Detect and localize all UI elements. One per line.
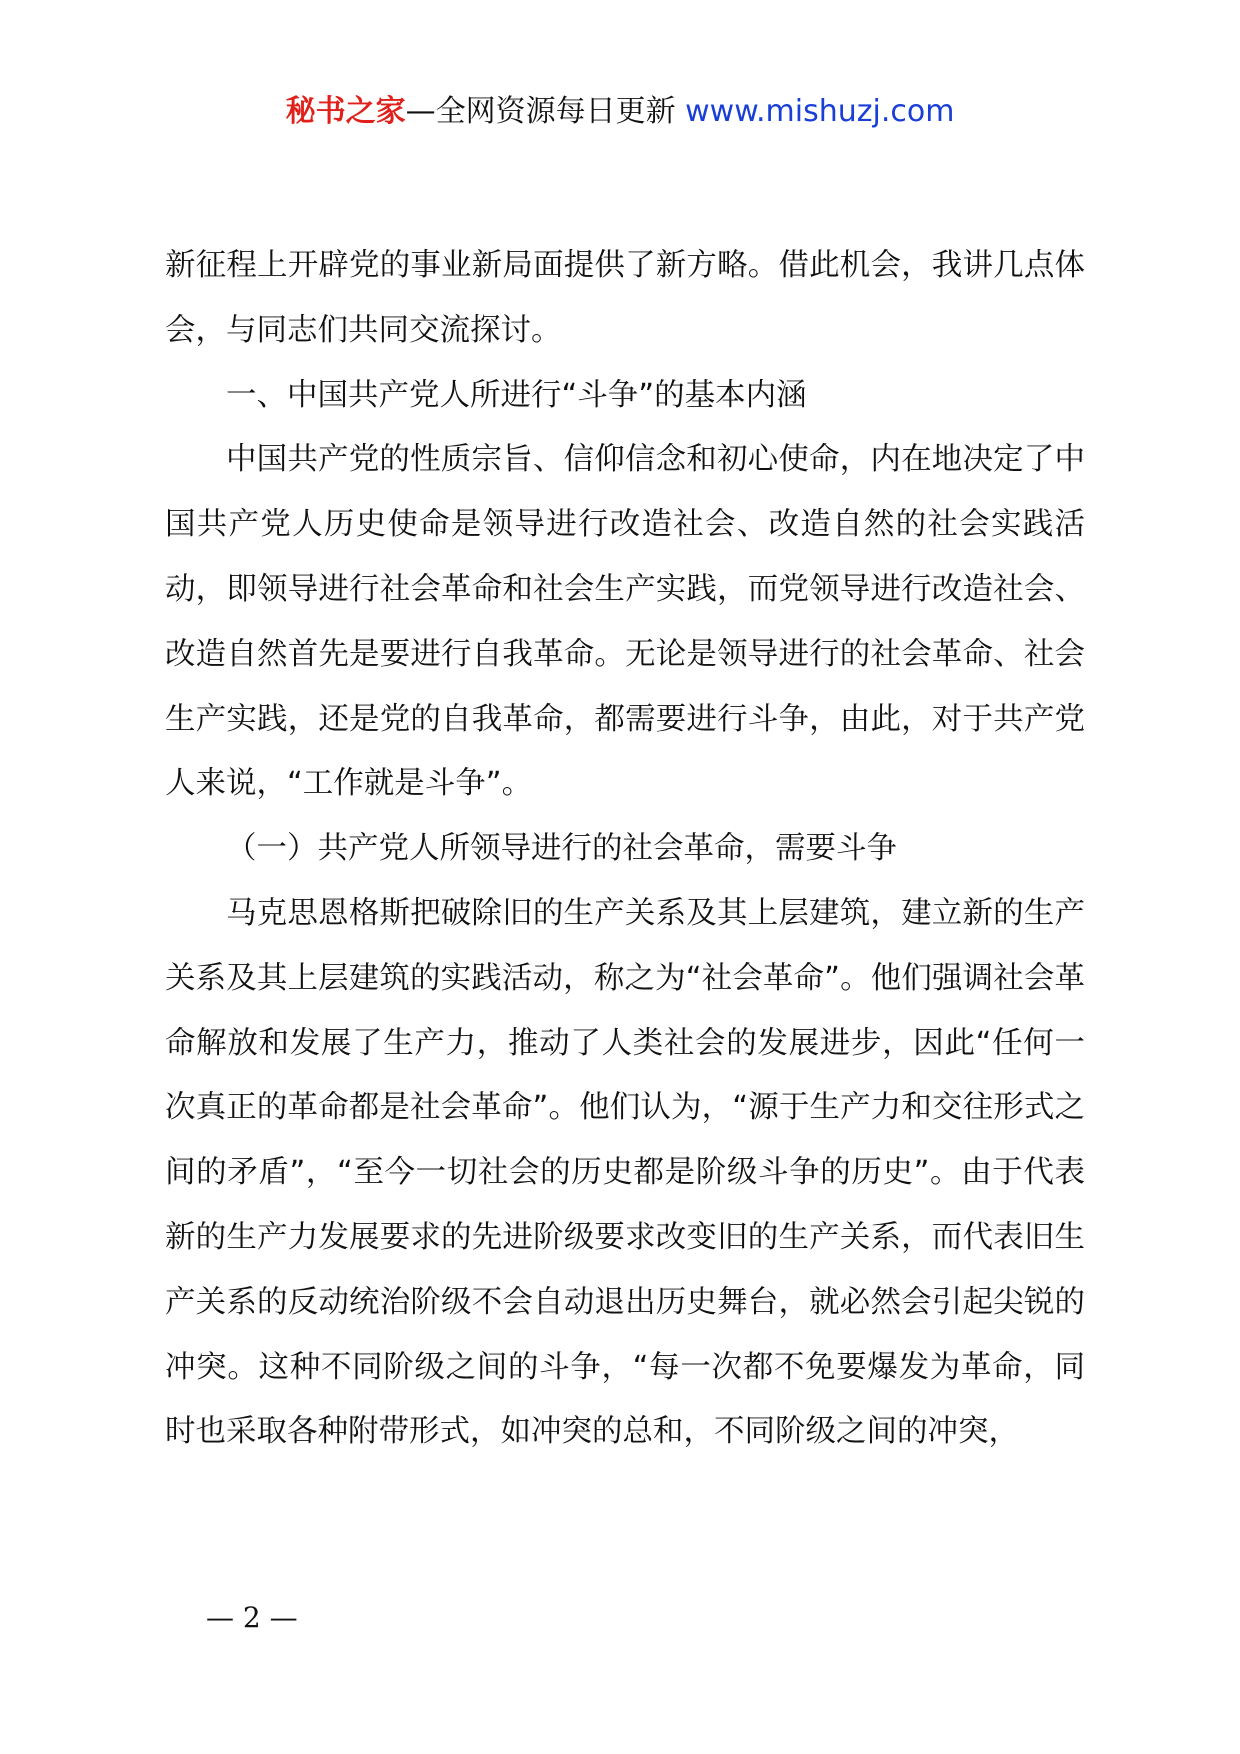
brand-name: 秘书之家: [285, 94, 406, 129]
paragraph: 马克思恩格斯把破除旧的生产关系及其上层建筑，建立新的生产关系及其上层建筑的实践活动，称之为“社会革命”。他们强调社会革命解放和发展了生产力，推动了人类社会的发展进步，因此“任何一次真正的革命都是社会革命”。他们认为，“源于生产力和交往形式之间的矛盾”，“至今一切社会的历史都是阶级斗争的历史”。由于代表新的生产力发展要求的先进阶级要求改变旧的生产关系，而代表旧生产关系的反动统治阶级不会自动退出历史舞台，就必然会引起尖锐的冲突。这种不同阶级之间的斗争，“每一次都不免要爆发为革命，同时也采取各种附带形式，如冲突的总和，不同阶级之间的冲突，: [165, 895, 1085, 1450]
site-header: [0, 92, 1240, 132]
page-number: — 2 —: [206, 1601, 298, 1634]
document-body: [165, 234, 1085, 1465]
header-tagline: —全网资源每日更新: [405, 94, 676, 129]
subsection-heading: （一）共产党人所领导进行的社会革命，需要斗争: [226, 831, 897, 867]
section-heading: 一、中国共产党人所进行“斗争”的基本内涵: [226, 377, 807, 413]
paragraph-continuation: 新征程上开辟党的事业新局面提供了新方略。借此机会，我讲几点体会，与同志们共同交流探讨。: [165, 248, 1085, 348]
site-url-link[interactable]: www.mishuzj.com: [685, 94, 955, 129]
paragraph: 中国共产党的性质宗旨、信仰信念和初心使命，内在地决定了中国共产党人历史使命是领导进行改造社会、改造自然的社会实践活动，即领导进行社会革命和社会生产实践，而党领导进行改造社会、改造自然首先是要进行自我革命。无论是领导进行的社会革命、社会生产实践，还是党的自我革命，都需要进行斗争，由此，对于共产党人来说，“工作就是斗争”。: [165, 442, 1085, 802]
